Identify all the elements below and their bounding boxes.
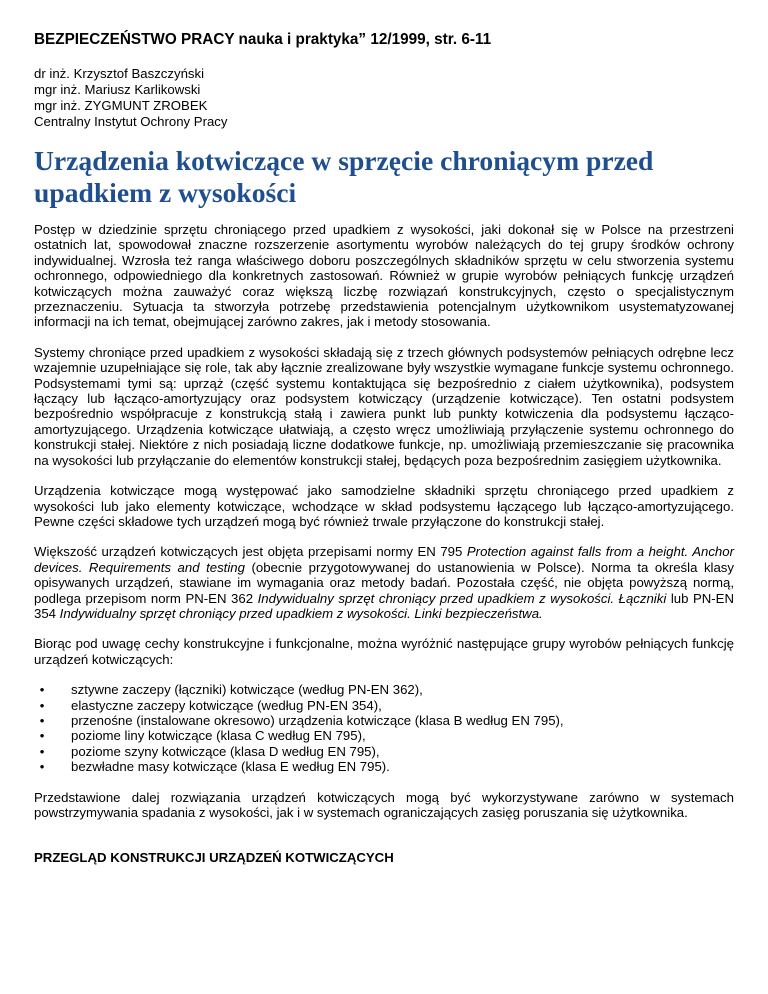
list-item-text: poziome szyny kotwiczące (klasa D według EN 795), xyxy=(71,743,380,759)
bullet-icon: • xyxy=(39,759,45,775)
journal-header: BEZPIECZEŃSTWO PRACY nauka i praktyka” 12/1999, str. 6-11 xyxy=(34,31,492,48)
paragraph-systems: Systemy chroniące przed upadkiem z wysokości składają się z trzech głównych podsystemów pełniących odrębne lecz wzajemnie uzupełniające się role, tak aby łącznie zrealizowane były wszystkie wymagane funkcje systemu ochronnego. Podsystemami tymi są: uprząż (część systemu kontaktująca się bezpośrednio z ciałem użytkownika), podsystem łączący lub łącząco-amortyzujący oraz podsystem kotwiczący (urządzenie kotwiczące). Ten ostatni podsystem bezpośrednio współpracuje z konstrukcją stałą i zawiera punkt lub punkty kotwiczenia dla podsystemu łącząco-amortyzującego. Urządzenia kotwiczące ułatwiają, a często wręcz umożliwiają przyłączenie systemu ochronnego do konstrukcji stałej. Niektóre z nich posiadają liczne dodatkowe funkcje, np. umożliwiają przemieszczanie się pracownika na wysokości lub przyłączanie do elementów konstrukcji stałej, będących poza bezpośrednim zasięgiem użytkownika. xyxy=(34,344,734,468)
list-item-text: bezwładne masy kotwiczące (klasa E według EN 795). xyxy=(71,759,390,775)
bullet-icon: • xyxy=(39,682,45,698)
author-line: mgr inż. ZYGMUNT ZROBEK xyxy=(34,98,208,113)
standards-title-pn-en354: Indywidualny sprzęt chroniący przed upadkiem z wysokości. Linki bezpieczeństwa. xyxy=(59,605,543,621)
bullet-icon: • xyxy=(39,697,45,713)
article-title: Urządzenia kotwiczące w sprzęcie chroniącym przed upadkiem z wysokości xyxy=(34,145,654,208)
bullet-icon: • xyxy=(39,728,45,744)
paragraph-intro: Postęp w dziedzinie sprzętu chroniącego przed upadkiem z wysokości, jaki dokonał się w Polsce na przestrzeni ostatnich lat, spowodował znaczne rozszerzenie asortymentu wyrobów należących do tej grupy środków ochrony indywidualnej. Wzrosła też ranga właściwego doboru poszczególnych składników sprzętu w celu stworzenia systemu ochronnego, odpowiedniego dla konkretnych zastosowań. Również w grupie wyrobów pełniących funkcję urządzeń kotwiczących można zauważyć coraz większą liczbę rozwiązań konstrukcyjnych, często o specjalistycznym przeznaczeniu. Sytuacja ta stworzyła potrzebę przedstawienia potencjalnym użytkownikom usystematyzowanej informacji na ich temat, obejmującej zarówno zakres, jak i metody stosowania. xyxy=(34,222,734,330)
anchor-groups-list xyxy=(34,682,734,774)
author-line: dr inż. Krzysztof Baszczyński xyxy=(34,66,205,81)
standards-text-2: (obecnie przygotowywanej do ustanowienia w Polsce). Norma ta określa klasy opisywanych urządzeń, stawiane im wymagania oraz metody badań. Pozostała część, nie objęta powyższą normą, podlega przepisom norm PN-EN 362 xyxy=(34,559,734,606)
standards-text-1: Większość urządzeń kotwiczących jest objęta przepisami normy EN 795 xyxy=(34,544,467,560)
list-item-text: przenośne (instalowane okresowo) urządzenia kotwiczące (klasa B według EN 795), xyxy=(71,712,564,728)
standards-text-3: lub PN-EN 354 xyxy=(34,590,735,621)
paragraph-anchor-types: Urządzenia kotwiczące mogą występować jako samodzielne składniki sprzętu chroniącego przed upadkiem z wysokości lub jako elementy kotwiczące, wchodzące w skład podsystemu łączącego lub łącząco-amortyzującego. Pewne części składowe tych urządzeń mogą być również trwale przyłączone do konstrukcji stałej. xyxy=(34,483,734,529)
author-affiliation: Centralny Instytut Ochrony Pracy xyxy=(34,114,228,129)
list-item xyxy=(39,759,734,775)
list-item xyxy=(39,697,734,713)
list-item-text: elastyczne zaczepy kotwiczące (według PN-EN 354), xyxy=(71,697,382,713)
bullet-icon: • xyxy=(39,712,45,728)
paragraph-standards xyxy=(34,544,734,621)
standards-title-en795: Protection against falls from a height. Anchor devices. Requirements and testing xyxy=(34,544,734,575)
list-item xyxy=(39,728,734,744)
list-item xyxy=(39,743,734,759)
standards-title-pn-en362: Indywidualny sprzęt chroniący przed upadkiem z wysokości. Łączniki xyxy=(257,590,667,606)
paragraph-list-intro: Biorąc pod uwagę cechy konstrukcyjne i funkcjonalne, można wyróżnić następujące grupy wyrobów pełniących funkcję urządzeń kotwiczących: xyxy=(34,636,734,667)
section-heading: PRZEGLĄD KONSTRUKCJI URZĄDZEŃ KOTWICZĄCYCH xyxy=(34,850,394,866)
author-line: mgr inż. Mariusz Karlikowski xyxy=(34,82,201,97)
paragraph-applications: Przedstawione dalej rozwiązania urządzeń kotwiczących mogą być wykorzystywane zarówno w systemach powstrzymywania spadania z wysokości, jak i w systemach ograniczających zasięg poruszania się użytkownika. xyxy=(34,789,734,820)
list-item-text: poziome liny kotwiczące (klasa C według EN 795), xyxy=(71,728,366,744)
list-item xyxy=(39,682,734,698)
list-item xyxy=(39,712,734,728)
author-block xyxy=(34,66,734,130)
list-item-text: sztywne zaczepy (łączniki) kotwiczące (według PN-EN 362), xyxy=(71,682,423,698)
bullet-icon: • xyxy=(39,743,45,759)
